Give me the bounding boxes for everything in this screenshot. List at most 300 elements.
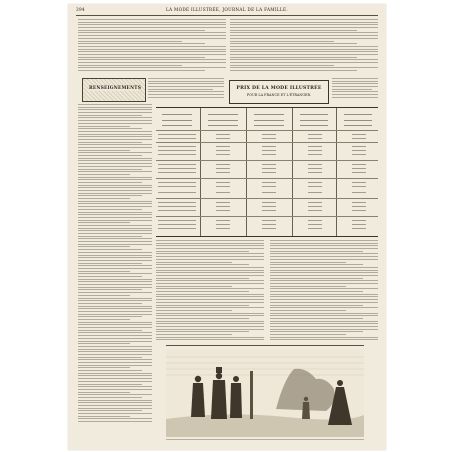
text-line <box>78 201 152 202</box>
table-cell-mark <box>352 164 366 165</box>
text-line <box>78 343 130 344</box>
text-line <box>78 126 130 127</box>
text-line <box>78 144 152 145</box>
text-line <box>156 299 264 300</box>
table-cell-mark <box>158 186 196 187</box>
text-line <box>148 83 224 84</box>
text-line <box>78 222 130 223</box>
table-cell-mark <box>308 146 322 147</box>
table-header-mark <box>300 120 328 121</box>
text-line <box>230 59 378 60</box>
text-line <box>230 22 378 23</box>
text-line <box>78 257 152 258</box>
text-line <box>270 334 346 335</box>
table-cell-mark <box>308 134 322 135</box>
text-line <box>270 272 378 273</box>
text-line <box>230 57 357 58</box>
text-line <box>270 256 378 257</box>
text-line <box>230 38 378 39</box>
text-line <box>230 70 357 71</box>
text-line <box>156 334 232 335</box>
text-line <box>78 131 152 132</box>
text-line <box>156 270 264 271</box>
text-line <box>78 163 152 164</box>
text-line <box>78 314 152 315</box>
text-line <box>270 243 378 244</box>
table-cell-mark <box>352 186 366 187</box>
text-line <box>156 267 264 268</box>
table-cell-mark <box>216 206 230 207</box>
text-line <box>332 78 378 79</box>
text-line <box>230 35 378 36</box>
table-cell-mark <box>262 164 276 165</box>
table-cell-mark <box>352 168 366 169</box>
text-line <box>78 324 152 325</box>
text-line <box>156 288 264 289</box>
text-line <box>78 351 152 352</box>
text-line <box>230 65 334 66</box>
text-line <box>78 281 152 282</box>
page-header <box>76 7 378 15</box>
text-line <box>78 35 226 36</box>
text-line <box>78 233 152 234</box>
table-cell-mark <box>216 220 230 221</box>
text-line <box>270 331 363 332</box>
text-line <box>148 94 224 95</box>
table-cell-mark <box>352 182 366 183</box>
table-cell-mark <box>262 224 276 225</box>
text-line <box>78 123 152 124</box>
engraving-illustration <box>166 349 364 437</box>
text-line <box>270 296 378 297</box>
text-line <box>78 402 152 403</box>
text-line <box>332 97 378 98</box>
text-line <box>78 59 226 60</box>
table-cell-mark <box>262 138 276 139</box>
text-column-top-right <box>230 19 378 73</box>
text-line <box>78 174 130 175</box>
text-line <box>78 190 152 191</box>
text-line <box>78 408 152 409</box>
text-line <box>78 120 152 121</box>
text-line <box>78 273 152 274</box>
text-line <box>78 308 152 309</box>
table-cell-mark <box>158 210 196 211</box>
text-line <box>156 321 264 322</box>
text-line <box>78 370 142 371</box>
table-cell-mark <box>158 134 196 135</box>
text-line <box>148 89 213 90</box>
table-cell-mark <box>262 192 276 193</box>
text-line <box>156 302 264 303</box>
text-line <box>78 268 152 269</box>
text-line <box>156 313 264 314</box>
text-line <box>78 346 152 347</box>
table-cell-mark <box>352 220 366 221</box>
table-cell-mark <box>308 202 322 203</box>
table-header-mark <box>344 114 372 115</box>
text-line <box>270 305 363 306</box>
text-column-middle <box>156 240 264 342</box>
table-header-mark <box>162 125 192 126</box>
text-line <box>148 91 224 92</box>
text-line <box>78 147 152 148</box>
text-line <box>78 357 142 358</box>
text-line <box>78 43 205 44</box>
text-line <box>156 283 264 284</box>
text-line <box>78 397 142 398</box>
text-line <box>270 283 378 284</box>
text-line <box>270 315 378 316</box>
text-line <box>78 236 142 237</box>
text-line <box>156 294 264 295</box>
text-line <box>156 323 264 324</box>
table-row-rule <box>156 178 378 179</box>
text-line <box>156 251 249 252</box>
text-line <box>270 278 363 279</box>
text-line <box>270 323 378 324</box>
text-line <box>78 198 130 199</box>
table-cell-mark <box>308 210 322 211</box>
text-line <box>78 27 226 28</box>
table-cell-mark <box>262 146 276 147</box>
text-line <box>78 107 152 108</box>
text-line <box>78 289 142 290</box>
table-cell-mark <box>216 172 230 173</box>
table-cell-mark <box>352 154 366 155</box>
text-line <box>78 19 226 20</box>
text-line <box>156 264 249 265</box>
text-line <box>270 259 378 260</box>
table-cell-mark <box>262 182 276 183</box>
table-header-mark <box>300 125 328 126</box>
text-line <box>78 378 152 379</box>
text-line <box>78 152 152 153</box>
text-line <box>78 413 152 414</box>
table-cell-mark <box>216 134 230 135</box>
wooden-post <box>250 371 253 419</box>
text-line <box>270 294 378 295</box>
text-line <box>78 381 152 382</box>
text-line <box>78 386 152 387</box>
table-cell-mark <box>308 224 322 225</box>
table-cell-mark <box>352 202 366 203</box>
text-line <box>78 112 152 113</box>
table-cell-mark <box>352 146 366 147</box>
text-line <box>78 185 152 186</box>
table-cell-mark <box>308 192 322 193</box>
text-line <box>270 264 363 265</box>
table-cell-mark <box>262 220 276 221</box>
table-cell-mark <box>352 224 366 225</box>
text-line <box>78 249 142 250</box>
text-line <box>156 286 232 287</box>
text-line <box>270 310 346 311</box>
table-row-rule <box>156 216 378 217</box>
text-line <box>78 405 152 406</box>
table-cell-mark <box>216 150 230 151</box>
text-line <box>78 187 152 188</box>
text-line <box>78 30 205 31</box>
text-line <box>78 300 152 301</box>
table-cell-mark <box>216 202 230 203</box>
text-line <box>78 142 142 143</box>
text-line <box>78 255 152 256</box>
table-cell-mark <box>216 154 230 155</box>
table-cell-mark <box>216 186 230 187</box>
table-cell-mark <box>216 138 230 139</box>
text-line <box>78 260 152 261</box>
text-line <box>270 307 378 308</box>
text-line <box>78 287 152 288</box>
text-line <box>78 349 152 350</box>
text-line <box>78 298 152 299</box>
text-line <box>148 86 224 87</box>
table-cell-mark <box>262 228 276 229</box>
table-cell-mark <box>216 168 230 169</box>
text-line <box>230 46 378 47</box>
text-line <box>78 158 152 159</box>
text-line <box>270 275 378 276</box>
table-row-rule <box>156 130 378 131</box>
table-header-mark <box>208 114 238 115</box>
text-line <box>78 238 152 239</box>
text-line <box>156 240 264 241</box>
text-line <box>78 276 142 277</box>
price-box-title: PRIX DE LA MODE ILLUSTRÉE <box>236 86 322 91</box>
text-line <box>78 228 152 229</box>
table-cell-mark <box>216 182 230 183</box>
text-line <box>270 288 378 289</box>
text-line <box>156 337 264 338</box>
price-table <box>156 107 378 237</box>
figure-head <box>233 376 239 382</box>
text-line <box>270 299 378 300</box>
text-line <box>78 206 152 207</box>
table-cell-mark <box>158 182 196 183</box>
text-line <box>78 134 152 135</box>
table-cell-mark <box>158 168 196 169</box>
text-line <box>156 315 264 316</box>
text-line <box>332 94 378 95</box>
table-cell-mark <box>352 192 366 193</box>
text-line <box>270 251 363 252</box>
text-line <box>230 27 378 28</box>
table-cell-mark <box>308 154 322 155</box>
figure-head <box>337 380 343 386</box>
text-line <box>78 214 152 215</box>
text-line <box>78 46 226 47</box>
table-header-mark <box>254 125 284 126</box>
text-line <box>78 418 152 419</box>
text-line <box>230 54 378 55</box>
header-rule <box>76 15 378 16</box>
text-line <box>78 292 152 293</box>
text-line <box>156 245 264 246</box>
text-line <box>78 416 130 417</box>
text-line <box>156 256 264 257</box>
text-line <box>156 310 232 311</box>
text-line <box>78 155 142 156</box>
running-title: LA MODE ILLUSTRÉE, JOURNAL DE LA FAMILLE. <box>166 7 288 12</box>
text-line <box>78 65 182 66</box>
text-line <box>156 296 264 297</box>
text-line <box>78 51 226 52</box>
text-line <box>78 139 152 140</box>
table-cell-mark <box>216 192 230 193</box>
text-line <box>156 262 232 263</box>
table-cell-mark <box>352 138 366 139</box>
text-line <box>270 245 378 246</box>
text-line <box>78 341 152 342</box>
table-cell-mark <box>158 164 196 165</box>
illustration-caption <box>166 439 364 440</box>
table-header-mark <box>208 125 238 126</box>
text-line <box>78 295 130 296</box>
renseignements-ornament <box>82 78 146 102</box>
text-line <box>78 359 152 360</box>
text-line <box>156 326 264 327</box>
text-line <box>270 248 378 249</box>
text-line <box>78 54 226 55</box>
text-line <box>230 24 378 25</box>
table-cell-mark <box>262 154 276 155</box>
text-column-left <box>78 104 152 424</box>
table-cell-mark <box>308 164 322 165</box>
table-header-mark <box>254 114 284 115</box>
table-cell-mark <box>262 168 276 169</box>
text-line <box>78 117 152 118</box>
table-cell-mark <box>262 186 276 187</box>
text-line <box>78 332 152 333</box>
table-header-mark <box>344 125 372 126</box>
text-line <box>148 81 224 82</box>
text-line <box>78 306 152 307</box>
text-line <box>78 373 152 374</box>
table-cell-mark <box>352 172 366 173</box>
table-header-mark <box>208 120 238 121</box>
text-line <box>78 49 226 50</box>
text-line <box>78 128 142 129</box>
text-line <box>332 91 378 92</box>
table-header-mark <box>344 120 372 121</box>
text-line <box>156 291 249 292</box>
text-line <box>78 179 152 180</box>
text-line <box>78 327 152 328</box>
table-cell-mark <box>158 138 196 139</box>
text-line <box>230 30 357 31</box>
table-header-mark <box>254 120 284 121</box>
table-cell-mark <box>158 154 196 155</box>
text-line <box>156 272 264 273</box>
table-cell-mark <box>216 224 230 225</box>
table-cell-mark <box>262 202 276 203</box>
table-row-rule <box>156 160 378 161</box>
table-cell-mark <box>352 134 366 135</box>
text-line <box>78 217 152 218</box>
text-line <box>78 109 152 110</box>
table-cell-mark <box>216 210 230 211</box>
table-header-mark <box>162 120 192 121</box>
text-line <box>156 248 264 249</box>
text-line <box>78 354 152 355</box>
table-cell-mark <box>158 172 196 173</box>
table-row-rule <box>156 142 378 143</box>
table-header-mark <box>162 114 192 115</box>
table-cell-mark <box>308 168 322 169</box>
text-line <box>78 41 182 42</box>
text-line <box>78 70 205 71</box>
figure-body <box>211 380 227 419</box>
text-line <box>78 338 152 339</box>
top-hat <box>216 367 222 373</box>
table-cell-mark <box>352 210 366 211</box>
text-line <box>78 230 152 231</box>
text-line <box>270 313 378 314</box>
table-cell-mark <box>308 150 322 151</box>
text-column-top-left <box>78 19 226 73</box>
text-line <box>78 362 152 363</box>
text-line <box>78 220 152 221</box>
table-cell-mark <box>308 182 322 183</box>
text-line <box>270 302 378 303</box>
table-cell-mark <box>216 146 230 147</box>
text-line <box>270 326 378 327</box>
table-cell-mark <box>158 202 196 203</box>
text-line <box>78 322 152 323</box>
text-line <box>78 365 152 366</box>
text-line <box>78 203 152 204</box>
text-line <box>78 150 130 151</box>
text-line <box>270 337 378 338</box>
text-line <box>78 209 142 210</box>
text-line <box>78 195 142 196</box>
text-line <box>78 263 142 264</box>
text-line <box>156 339 264 340</box>
text-line <box>78 303 142 304</box>
text-line <box>156 329 264 330</box>
text-line <box>156 331 249 332</box>
text-line <box>270 270 378 271</box>
ornament-label: RENSEIGNEMENTS <box>89 86 142 91</box>
table-cell-mark <box>262 150 276 151</box>
text-line <box>78 271 130 272</box>
text-line <box>230 43 357 44</box>
table-cell-mark <box>308 220 322 221</box>
text-line <box>78 193 152 194</box>
text-line <box>78 241 152 242</box>
text-line <box>78 225 152 226</box>
text-line <box>156 253 264 254</box>
text-line <box>230 51 378 52</box>
text-line <box>156 305 249 306</box>
table-cell-mark <box>308 186 322 187</box>
text-line <box>230 41 334 42</box>
text-line <box>270 267 378 268</box>
text-line <box>78 400 152 401</box>
text-line <box>78 394 152 395</box>
text-line <box>270 280 378 281</box>
text-line <box>332 83 378 84</box>
page-number: 394 <box>76 7 85 12</box>
table-cell-mark <box>262 172 276 173</box>
text-line <box>148 97 224 98</box>
text-line <box>78 62 226 63</box>
text-line <box>78 367 130 368</box>
table-cell-mark <box>352 206 366 207</box>
table-cell-mark <box>216 164 230 165</box>
text-line <box>78 392 130 393</box>
